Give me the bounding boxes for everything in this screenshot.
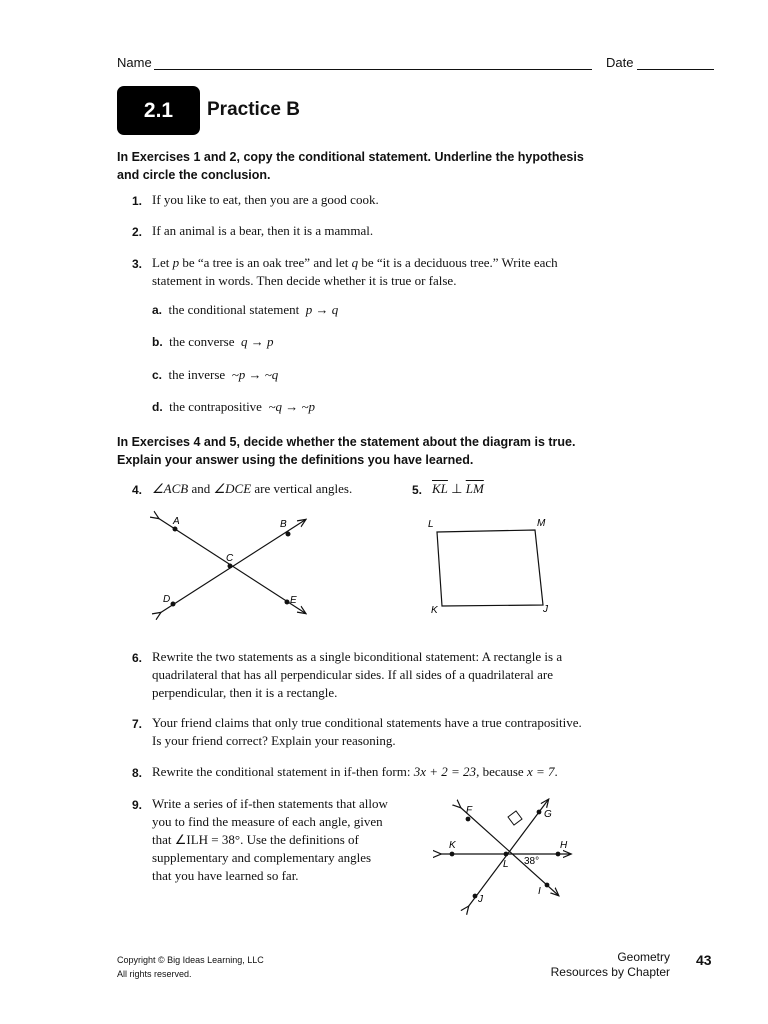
label-d: D	[163, 594, 171, 605]
point-k	[450, 852, 455, 857]
exercise-1-text: If you like to eat, then you are a good cook.	[152, 192, 379, 207]
point-f	[466, 817, 471, 822]
page-number: 43	[696, 952, 712, 968]
exercise-6-line-3: perpendicular, then it is a rectangle.	[152, 685, 338, 700]
right-angle-marker	[508, 811, 522, 825]
exercise-3-line-2: statement in words. Then decide whether it is true or false.	[152, 273, 457, 288]
point-j	[473, 894, 478, 899]
point-a	[173, 527, 178, 532]
exercise-9-line-4: supplementary and complementary angles	[152, 850, 372, 865]
date-label: Date	[606, 55, 634, 70]
point-i	[545, 883, 550, 888]
label-h: H	[560, 840, 568, 851]
exercise-3-line-1: Let p be “a tree is an oak tree” and let q be “it is a deciduous tree.” Write each	[152, 255, 558, 270]
exercise-7-line-2: Is your friend correct? Explain your reasoning.	[152, 733, 396, 748]
point-d	[171, 602, 176, 607]
label-m: M	[537, 518, 546, 529]
footer-book	[551, 950, 670, 980]
exercise-7-text	[152, 714, 582, 750]
exercise-8-text: Rewrite the conditional statement in if-then form: 3x + 2 = 23, because x = 7.	[152, 764, 558, 779]
copyright-text: Copyright © Big Ideas Learning, LLC	[117, 955, 264, 965]
label-g: G	[544, 809, 552, 820]
point-l	[504, 852, 509, 857]
exercise-5-number: 5.	[412, 483, 423, 497]
diagram-quadrilateral	[425, 512, 555, 616]
exercise-2-text: If an animal is a bear, then it is a mammal.	[152, 223, 374, 238]
quadrilateral-klmj	[437, 530, 543, 606]
exercise-5-text: $\overline{KL}$ ⊥ $\overline{LM}$	[432, 481, 484, 496]
exercise-3d: d. the contrapositive ~q → ~p	[152, 399, 316, 414]
diagram-vertical-angles	[150, 510, 320, 620]
label-l: L	[428, 519, 434, 530]
line-fi	[460, 807, 558, 895]
exercise-3c: c. the inverse ~p → ~q	[152, 367, 279, 382]
exercise-3a: a. the conditional statement p → q	[152, 302, 339, 317]
label-a: A	[173, 516, 180, 527]
exercise-4-number: 4.	[132, 483, 143, 497]
instructions-1-line-1: In Exercises 1 and 2, copy the conditional statement. Underline the hypothesis	[117, 150, 584, 164]
exercise-3b: b. the converse q → p	[152, 334, 274, 349]
name-label: Name	[117, 55, 152, 70]
book-title: Geometry	[617, 950, 670, 964]
exercise-4-text: ∠ACB and ∠DCE are vertical angles.	[152, 481, 353, 496]
exercise-9-line-1: Write a series of if-then statements that allow	[152, 796, 388, 811]
instructions-1-line-2: and circle the conclusion.	[117, 168, 271, 182]
point-g	[537, 810, 542, 815]
exercise-9-line-2: you to find the measure of each angle, given	[152, 814, 383, 829]
exercise-9-text	[152, 795, 388, 885]
label-e: E	[290, 595, 297, 606]
book-subtitle: Resources by Chapter	[550, 965, 670, 979]
label-c: C	[226, 553, 234, 564]
exercise-9-line-5: that you have learned so far.	[152, 868, 299, 883]
exercise-9-line-3: that ∠ILH = 38°. Use the definitions of	[152, 832, 359, 847]
instructions-1	[117, 148, 584, 184]
label-k: K	[449, 840, 456, 851]
point-h	[556, 852, 561, 857]
exercise-6-line-1: Rewrite the two statements as a single biconditional statement: A rectangle is a	[152, 649, 563, 664]
label-j: J	[543, 604, 548, 615]
point-c	[228, 564, 233, 569]
exercise-6-line-2: quadrilateral that has all perpendicular sides. If all sides of a quadrilateral are	[152, 667, 554, 682]
exercise-3-number: 3.	[132, 257, 143, 271]
exercise-7-number: 7.	[132, 717, 143, 731]
section-badge: 2.1	[117, 86, 200, 135]
exercise-1-number: 1.	[132, 194, 143, 208]
label-j: J	[478, 894, 483, 905]
name-line[interactable]	[154, 55, 592, 70]
exercise-7-line-1: Your friend claims that only true conditional statements have a true contrapositive.	[152, 715, 582, 730]
exercise-2-number: 2.	[132, 225, 143, 239]
label-38-degrees: 38°	[524, 856, 540, 867]
diagram-angles	[430, 795, 580, 915]
label-f: F	[466, 805, 473, 816]
instructions-2	[117, 433, 575, 469]
exercise-6-text	[152, 648, 562, 702]
label-l: L	[503, 859, 509, 870]
footer-copyright	[117, 953, 264, 981]
exercise-3-text	[152, 254, 558, 290]
instructions-2-line-1: In Exercises 4 and 5, decide whether the statement about the diagram is true.	[117, 435, 576, 449]
label-i: I	[538, 886, 541, 897]
exercise-6-number: 6.	[132, 651, 143, 665]
label-k: K	[431, 605, 438, 616]
date-line[interactable]	[637, 55, 714, 70]
rights-text: All rights reserved.	[117, 969, 192, 979]
label-b: B	[280, 519, 287, 530]
point-e	[285, 600, 290, 605]
exercise-8-number: 8.	[132, 766, 143, 780]
page-title: Practice B	[207, 99, 300, 120]
exercise-9-number: 9.	[132, 798, 143, 812]
instructions-2-line-2: Explain your answer using the definitions you have learned.	[117, 453, 474, 467]
point-b	[286, 532, 291, 537]
